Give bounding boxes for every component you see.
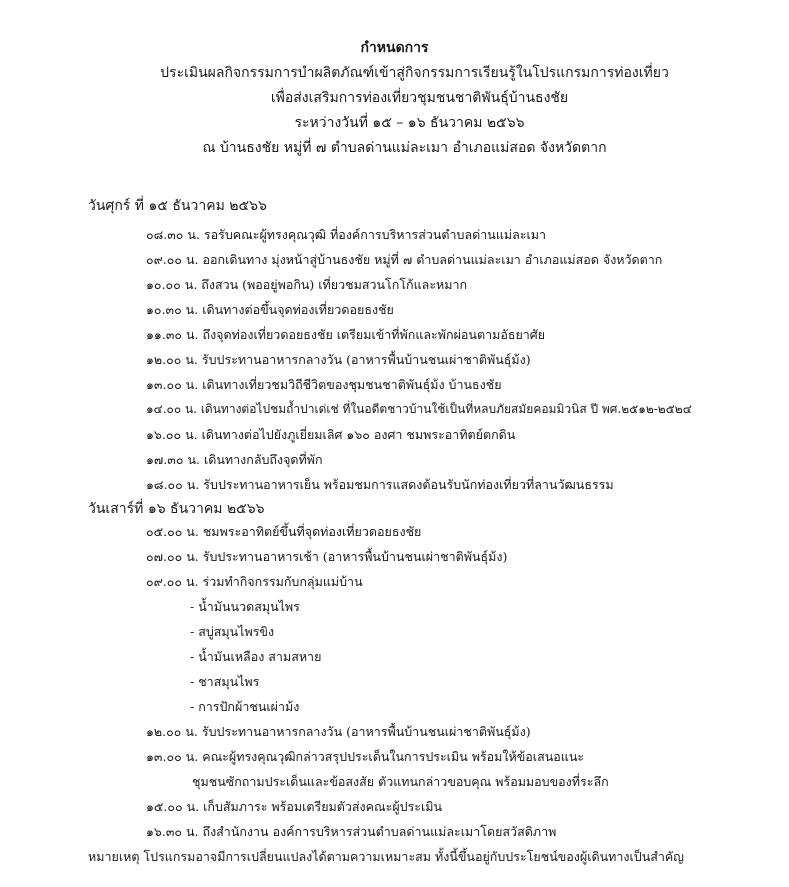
activity-sub-item: - สบู่สมุนไพรขิง	[190, 624, 275, 639]
item-text: เดินทางเที่ยวชมวิถีชีวิตของชุมชนชาติพันธุ์ม้ง บ้านธงชัย	[202, 377, 502, 392]
item-text: ออกเดินทาง มุ่งหน้าสู่บ้านธงชัย หมู่ที่ ๗ ตำบลด่านแม่ละเมา อำเภอแม่สอด จังหวัดตาก	[202, 252, 663, 267]
item-text: คณะผู้ทรงคุณวุฒิกล่าวสรุปประเด็นในการประเมิน พร้อมให้ข้อเสนอแนะ	[202, 749, 585, 764]
item-time: ๑๔.๐๐ น.	[146, 402, 197, 416]
item-text: รับประทานอาหารเช้า (อาหารพื้นบ้านชนเผ่าชาติพันธุ์ม้ง)	[202, 549, 508, 564]
activity-sub-item: - น้ำมันเหลือง สามสหาย	[190, 649, 322, 664]
item-text: รับประทานอาหารกลางวัน (อาหารพื้นบ้านชนเผ่าชาติพันธุ์ม้ง)	[201, 352, 531, 367]
document-title: กำหนดการ	[360, 40, 429, 56]
schedule-item	[146, 250, 662, 270]
item-text: เดินทางกลับถึงจุดที่พัก	[203, 452, 323, 467]
item-text: เดินทางต่อไปยังภูเยี่ยมเลิศ ๑๖๐ องศา ชมพระอาทิตย์ตกดิน	[201, 427, 516, 442]
item-text: เก็บสัมภาระ พร้อมเตรียมตัวส่งคณะผู้ประเมิน	[203, 799, 443, 814]
item-time: ๐๘.๓๐ น.	[146, 227, 200, 242]
schedule-item	[146, 350, 531, 370]
schedule-item	[146, 475, 614, 495]
item-time: ๑๑.๓๐ น.	[146, 327, 199, 342]
schedule-item	[146, 400, 692, 419]
item-time: ๑๗.๓๐ น.	[146, 452, 200, 467]
item-text: เดินทางต่อไปชมถ้ำปาเด่เช่ ที่ในอดีตชาวบ้านใช้เป็นที่หลบภัยสมัยคอมมิวนิส ปี พศ.๒๕๑๒-๒๕๒๔	[200, 402, 692, 416]
item-time: ๑๒.๐๐ น.	[146, 352, 198, 367]
header-line-4: ณ บ้านธงชัย หมู่ที่ ๗ ตำบลด่านแม่ละเมา อำเภอแม่สอด จังหวัดตาก	[202, 140, 607, 156]
item-time: ๑๐.๓๐ น.	[146, 302, 199, 317]
schedule-item	[146, 722, 531, 742]
item-text: รับประทานอาหารกลางวัน (อาหารพื้นบ้านชนเผ่าชาติพันธุ์ม้ง)	[201, 724, 531, 739]
schedule-item	[146, 275, 467, 295]
remark-note: หมายเหตุ โปรแกรมอาจมีการเปลี่ยนแปลงได้ตามความเหมาะสม ทั้งนี้ขึ้นอยู่กับประโยชน์ของผู้เดินทางเป็นสำคัญ	[88, 849, 684, 864]
schedule-item	[146, 225, 546, 245]
item-text: เดินทางต่อขึ้นจุดท่องเที่ยวดอยธงชัย	[202, 302, 394, 317]
schedule-item	[146, 822, 556, 842]
item-text: รอรับคณะผู้ทรงคุณวุฒิ ที่องค์การบริหารส่วนตำบลด่านแม่ละเมา	[203, 227, 547, 242]
schedule-item	[146, 375, 502, 395]
schedule-item	[146, 572, 363, 592]
item-text: รับประทานอาหารเย็น พร้อมชมการแสดงต้อนรับนักท่องเที่ยวที่ลานวัฒนธรรม	[203, 477, 614, 492]
item-time: ๑๐.๐๐ น.	[146, 277, 198, 292]
schedule-item	[146, 747, 584, 767]
header-line-2: เพื่อส่งเสริมการท่องเที่ยวชุมชนชาติพันธุ์บ้านธงชัย	[270, 90, 569, 106]
item-text: ร่วมทำกิจกรรมกับกลุ่มแม่บ้าน	[202, 574, 363, 589]
item-time: ๐๙.๐๐ น.	[146, 252, 199, 267]
day1-heading: วันศุกร์ ที่ ๑๕ ธันวาคม ๒๕๖๖	[88, 198, 267, 214]
item-time: ๑๘.๐๐ น.	[146, 477, 200, 492]
item-text: ถึงสวน (พออยู่พอกิน) เที่ยวชมสวนโกโก้และหมาก	[201, 277, 468, 292]
item-text: ชมพระอาทิตย์ขึ้นที่จุดท่องเที่ยวดอยธงชัย	[202, 524, 422, 539]
item-time: ๐๗.๐๐ น.	[146, 549, 199, 564]
item-time: ๑๒.๐๐ น.	[146, 724, 198, 739]
item-time: ๑๓.๐๐ น.	[146, 377, 199, 392]
item-text: ถึงจุดท่องเที่ยวดอยธงชัย เตรียมเข้าที่พักและพักผ่อนตามอัธยาศัย	[202, 327, 546, 342]
activity-sub-item: - น้ำมันนวดสมุนไพร	[190, 599, 300, 614]
schedule-item-continuation: ชุมชนซักถามประเด็นและข้อสงสัย ตัวแทนกล่าวขอบคุณ พร้อมมอบของที่ระลึก	[192, 774, 609, 789]
day2-heading: วันเสาร์ที่ ๑๖ ธันวาคม ๒๕๖๖	[88, 501, 265, 517]
header-line-1: ประเมินผลกิจกรรมการบำผลิตภัณฑ์เข้าสู่กิจกรรมการเรียนรู้ในโปรแกรมการท่องเที่ยว	[160, 65, 669, 81]
header-line-3: ระหว่างวันที่ ๑๕ – ๑๖ ธันวาคม ๒๕๖๖	[294, 115, 525, 131]
schedule-item	[146, 425, 515, 445]
schedule-item	[146, 450, 323, 470]
item-time: ๐๙.๐๐ น.	[146, 574, 199, 589]
schedule-item	[146, 300, 394, 320]
item-time: ๑๖.๓๐ น.	[146, 824, 199, 839]
activity-sub-item: - ชาสมุนไพร	[190, 674, 260, 689]
activity-sub-item: - การปักผ้าชนเผ่าม้ง	[190, 699, 300, 714]
schedule-item	[146, 797, 442, 817]
item-text: ถึงสำนักงาน องค์การบริหารส่วนตำบลด่านแม่ละเมาโดยสวัสดิภาพ	[202, 824, 557, 839]
schedule-item	[146, 325, 545, 345]
schedule-item	[146, 522, 421, 542]
item-time: ๐๕.๐๐ น.	[146, 524, 199, 539]
schedule-item	[146, 547, 507, 567]
document-header	[0, 36, 789, 161]
item-time: ๑๓.๐๐ น.	[146, 749, 199, 764]
item-time: ๑๖.๐๐ น.	[146, 427, 198, 442]
item-time: ๑๕.๐๐ น.	[146, 799, 200, 814]
